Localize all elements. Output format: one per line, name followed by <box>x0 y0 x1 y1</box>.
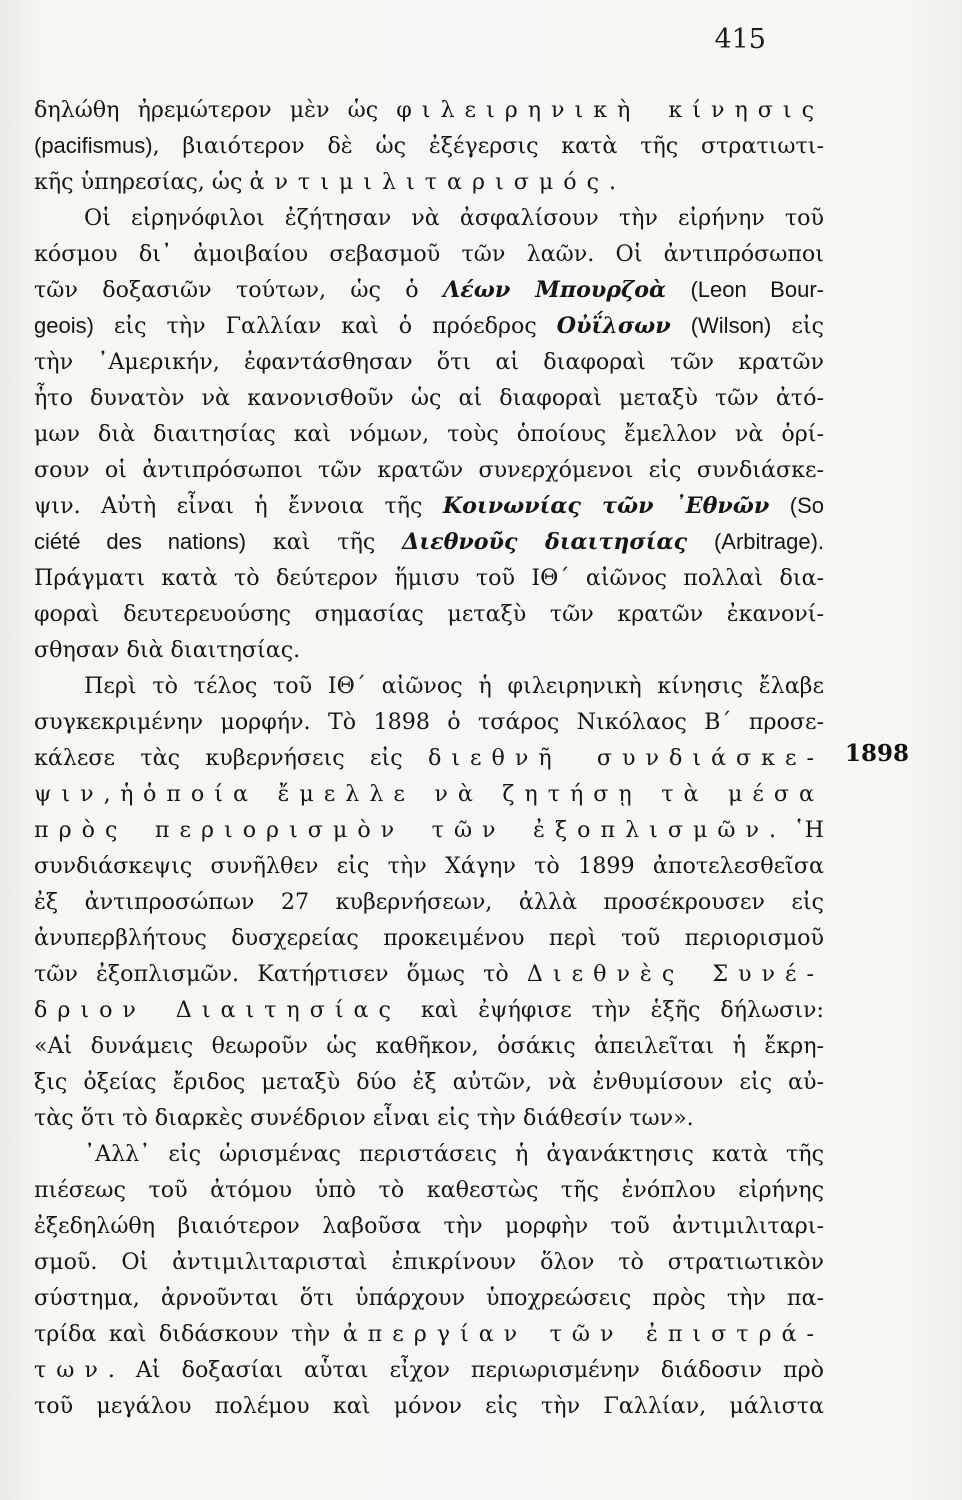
text-run: τὴν ᾿Αμερικήν, ἐφαντάσθησαν ὅτι αἱ διαφοραὶ τῶν κρατῶν <box>34 349 824 375</box>
text-line <box>34 632 824 668</box>
text-line <box>34 380 824 416</box>
text-line <box>34 1208 824 1244</box>
emphasized-term: Κοινωνίας τῶν ᾿Εθνῶν <box>442 493 770 519</box>
text-line <box>34 1388 824 1424</box>
text-run <box>666 277 690 303</box>
text-run: σμοῦ. Οἱ ἀντιμιλιταρισταὶ ἐπικρίνουν ὅλον τὸ στρατιωτικὸν <box>34 1249 824 1275</box>
text-run <box>769 493 789 519</box>
latin-term: geois) <box>34 313 94 338</box>
text-run: συνδιάσκεψις συνῆλθεν εἰς τὴν Χάγην τὸ 1899 ἀποτελεσθεῖσα <box>34 853 824 879</box>
text-run: εἰς <box>771 313 824 339</box>
text-run: συγκεκριμένην μορφήν. Τὸ 1898 ὁ τσάρος Νικόλαος Β´ προσε- <box>34 709 824 735</box>
text-run: ἦτο δυνατὸν νὰ κανονισθοῦν ὡς αἱ διαφοραὶ μεταξὺ τῶν ἀτό- <box>34 385 824 411</box>
spaced-term: ψιν <box>34 781 104 807</box>
spaced-term: ἀντιμιλιταρισμός <box>249 169 610 195</box>
text-run: τρίδα καὶ διδάσκουν τὴν <box>34 1321 343 1347</box>
text-line <box>34 344 824 380</box>
spaced-term: φιλειρηνικὴ κίνησις <box>396 97 824 123</box>
spaced-term: Διεθνὲς Συνέ- <box>526 961 824 987</box>
text-line <box>34 452 824 488</box>
text-line <box>34 416 824 452</box>
text-line <box>34 812 824 848</box>
text-run: δηλώθη ἠρεμώτερον μὲν ὡς <box>34 97 397 123</box>
text-run: καὶ ἐψήφισε τὴν ἑξῆς δήλωσιν: <box>400 997 824 1023</box>
latin-term: (So <box>789 493 824 518</box>
text-run: ᾿Αλλ᾽ εἰς ὡρισμένας περιστάσεις ἡ ἀγανάκτησις κατὰ τῆς <box>84 1141 824 1167</box>
text-run: «Αἱ δυνάμεις θεωροῦν ὡς καθῆκον, ὁσάκις ἀπειλεῖται ἡ ἔκρη- <box>34 1033 824 1059</box>
text-run: Οἱ εἰρηνόφιλοι ἐζήτησαν νὰ ἀσφαλίσουν τὴν εἰρήνην τοῦ <box>84 205 824 231</box>
text-run: τοῦ μεγάλου πολέμου καὶ μόνον εἰς τὴν Γαλλίαν, μάλιστα <box>34 1393 824 1419</box>
text-line <box>34 1244 824 1280</box>
text-line <box>34 848 824 884</box>
text-run: τῶν δοξασιῶν τούτων, ὡς ὁ <box>34 277 444 303</box>
text-run <box>671 313 691 339</box>
text-run: τῶν ἐξοπλισμῶν. Κατήρτισεν ὅμως τὸ <box>34 961 527 987</box>
emphasized-term: Οὐΐλσων <box>556 313 671 339</box>
text-run: τὰς ὅτι τὸ διαρκὲς συνέδριον εἶναι εἰς τὴν διάθεσίν των». <box>34 1105 694 1131</box>
text-run: Περὶ τὸ τέλος τοῦ ΙΘ´ αἰῶνος ἡ φιλειρηνικὴ κίνησις ἔλαβε <box>84 673 824 699</box>
text-run: ἐξ ἀντιπροσώπων 27 κυβερνήσεων, ἀλλὰ προσέκρουσεν εἰς <box>34 889 824 915</box>
text-line <box>34 1172 824 1208</box>
text-line <box>34 956 824 992</box>
text-line <box>34 200 824 236</box>
text-line <box>34 992 824 1028</box>
latin-term: (Leon Bour- <box>690 277 824 302</box>
text-line <box>34 704 824 740</box>
spaced-term: ἀπεργίαν τῶν ἐπιστρά- <box>342 1321 825 1347</box>
spaced-term: διεθνῆ συνδιάσκε- <box>427 745 824 771</box>
text-line <box>34 1280 824 1316</box>
text-run: καὶ τῆς <box>246 529 403 555</box>
spaced-term: πρὸς περιορισμὸν τῶν ἐξοπλισμῶν <box>34 817 769 843</box>
text-line <box>34 1352 824 1388</box>
text-line <box>34 488 824 524</box>
text-line <box>34 1136 824 1172</box>
text-run: σύστημα, ἀρνοῦνται ὅτι ὑπάρχουν ὑποχρεώσεις πρὸς τὴν πα- <box>34 1285 824 1311</box>
page-number: 415 <box>714 24 766 55</box>
latin-term: (Arbitrage). <box>713 529 825 554</box>
emphasized-term: Λέων Μπουρζοὰ <box>443 277 667 303</box>
text-line <box>34 236 824 272</box>
text-line <box>34 272 824 308</box>
text-line <box>34 1028 824 1064</box>
text-line <box>34 596 824 632</box>
text-line <box>34 524 824 560</box>
text-line <box>34 308 824 344</box>
margin-note-year: 1898 <box>845 740 910 767</box>
text-line <box>34 164 824 200</box>
text-run: κόσμου δι᾽ ἀμοιβαίου σεβασμοῦ τῶν λαῶν. Οἱ ἀντιπρόσωποι <box>34 241 824 267</box>
emphasized-term: Διεθνοῦς διαιτησίας <box>402 529 688 555</box>
text-run: , ἡ <box>103 781 144 807</box>
text-line <box>34 560 824 596</box>
body-text <box>34 92 824 1424</box>
text-run: κάλεσε τὰς κυβερνήσεις εἰς <box>34 745 428 771</box>
text-line <box>34 740 824 776</box>
text-run: . <box>609 169 617 195</box>
text-run: ἐξεδηλώθη βιαιότερον λαβοῦσα τὴν μορφὴν τοῦ ἀντιμιλιταρι- <box>34 1213 824 1239</box>
text-run: . ῾Η <box>768 817 824 843</box>
latin-term: ciété des nations) <box>34 529 247 554</box>
text-line <box>34 92 824 128</box>
latin-term: (Wilson) <box>690 313 772 338</box>
text-line <box>34 884 824 920</box>
text-line <box>34 128 824 164</box>
text-run <box>687 529 714 555</box>
text-line <box>34 1100 824 1136</box>
text-line <box>34 668 824 704</box>
text-run: ξις ὀξείας ἔριδος μεταξὺ δύο ἐξ αὐτῶν, νὰ ἐνθυμίσουν εἰς αὐ- <box>34 1069 824 1095</box>
text-run: πιέσεως τοῦ ἀτόμου ὑπὸ τὸ καθεστὼς τῆς ἐνόπλου εἰρήνης <box>34 1177 824 1203</box>
spaced-term: ὁποία ἔμελλε νὰ ζητήσῃ τὰ μέσα <box>143 781 824 807</box>
text-line <box>34 776 824 812</box>
text-line <box>34 920 824 956</box>
text-run: . Αἱ δοξασίαι αὗται εἶχον περιωρισμένην διάδοσιν πρὸ <box>107 1357 824 1383</box>
text-line <box>34 1064 824 1100</box>
spaced-term: των <box>34 1357 108 1383</box>
text-line <box>34 1316 824 1352</box>
text-run: μων διὰ διαιτησίας καὶ νόμων, τοὺς ὁποίους ἔμελλον νὰ ὁρί- <box>34 421 824 447</box>
text-run: , βιαιότερον δὲ ὡς ἐξέγερσις κατὰ τῆς στρατιωτι- <box>152 133 824 159</box>
text-run: ἀνυπερβλήτους δυσχερείας προκειμένου περὶ τοῦ περιορισμοῦ <box>34 925 824 951</box>
spaced-term: δριον Διαιτησίας <box>34 997 401 1023</box>
latin-term: (pacifismus) <box>34 133 153 158</box>
text-run: κῆς ὑπηρεσίας, ὡς <box>34 169 250 195</box>
text-run: σουν οἱ ἀντιπρόσωποι τῶν κρατῶν συνερχόμενοι εἰς συνδιάσκε- <box>34 457 824 483</box>
text-run: σθησαν διὰ διαιτησίας. <box>34 637 301 663</box>
text-run: Πράγματι κατὰ τὸ δεύτερον ἥμισυ τοῦ ΙΘ´ αἰῶνος πολλαὶ δια- <box>34 565 824 591</box>
text-run: ψιν. Αὐτὴ εἶναι ἡ ἔννοια τῆς <box>34 493 443 519</box>
text-run: φοραὶ δευτερευούσης σημασίας μεταξὺ τῶν κρατῶν ἐκανονί- <box>34 601 824 627</box>
text-run: εἰς τὴν Γαλλίαν καὶ ὁ πρόεδρος <box>93 313 557 339</box>
